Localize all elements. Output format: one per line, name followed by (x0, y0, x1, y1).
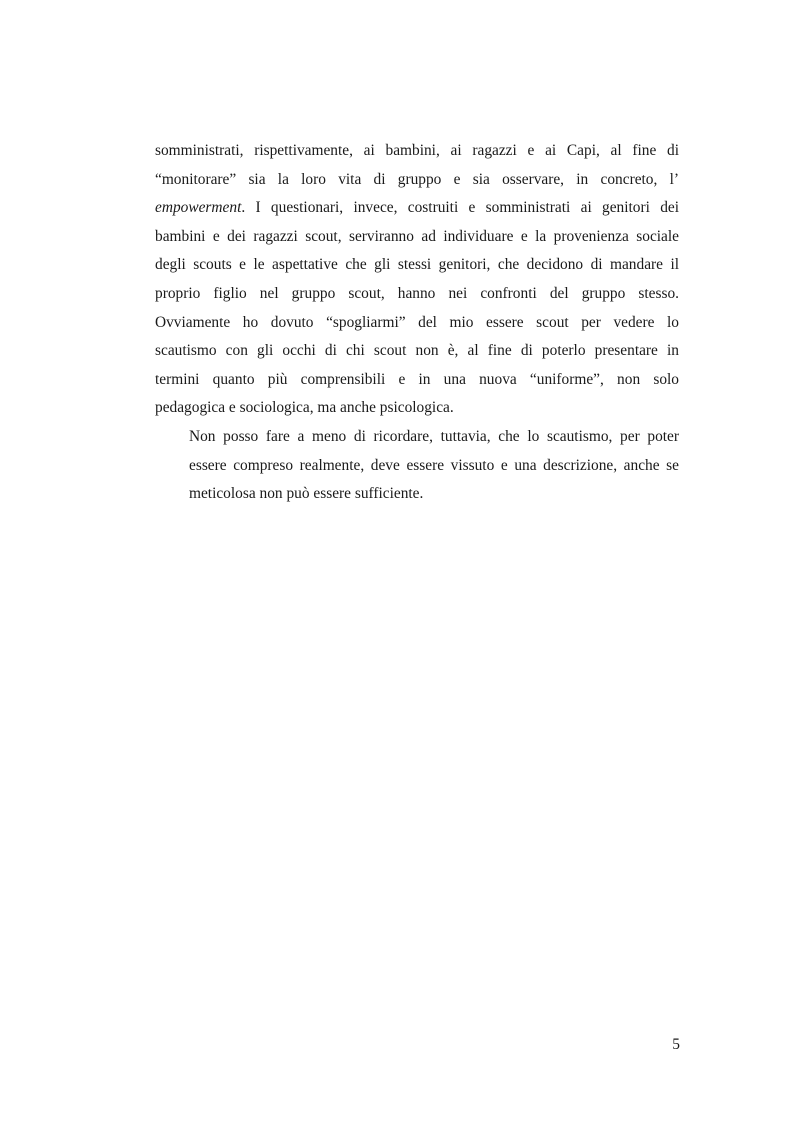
text-segment: . I questionari, invece, costruiti e somministrati ai genitori dei (241, 199, 679, 217)
text-line: Ovviamente ho dovuto “spogliarmi” del mio essere scout per vedere lo (155, 313, 679, 331)
italic-term: empowerment (155, 199, 242, 217)
text-line (155, 194, 679, 223)
paragraph-1 (155, 137, 679, 423)
page-number: 5 (672, 1036, 680, 1053)
paragraph-2 (155, 423, 679, 509)
text-line: proprio figlio nel gruppo scout, hanno nei confronti del gruppo stesso. (155, 284, 679, 302)
text-line: essere compreso realmente, deve essere vissuto e una descrizione, anche se (189, 456, 679, 474)
text-line: meticolosa non può essere sufficiente. (189, 485, 424, 503)
text-line: termini quanto più comprensibili e in una nuova “uniforme”, non solo (155, 370, 679, 388)
text-line: pedagogica e sociologica, ma anche psicologica. (155, 399, 454, 417)
body-text (155, 137, 679, 509)
text-line: somministrati, rispettivamente, ai bambini, ai ragazzi e ai Capi, al fine di (155, 142, 679, 159)
text-line: bambini e dei ragazzi scout, serviranno ad individuare e la provenienza sociale (155, 227, 679, 245)
text-line: “monitorare” sia la loro vita di gruppo e sia osservare, in concreto, l’ (155, 170, 679, 188)
text-line: Non posso fare a meno di ricordare, tuttavia, che lo scautismo, per poter (189, 427, 679, 445)
text-line: scautismo con gli occhi di chi scout non è, al fine di poterlo presentare in (155, 342, 679, 360)
text-line: degli scouts e le aspettative che gli stessi genitori, che decidono di mandare il (155, 256, 679, 274)
